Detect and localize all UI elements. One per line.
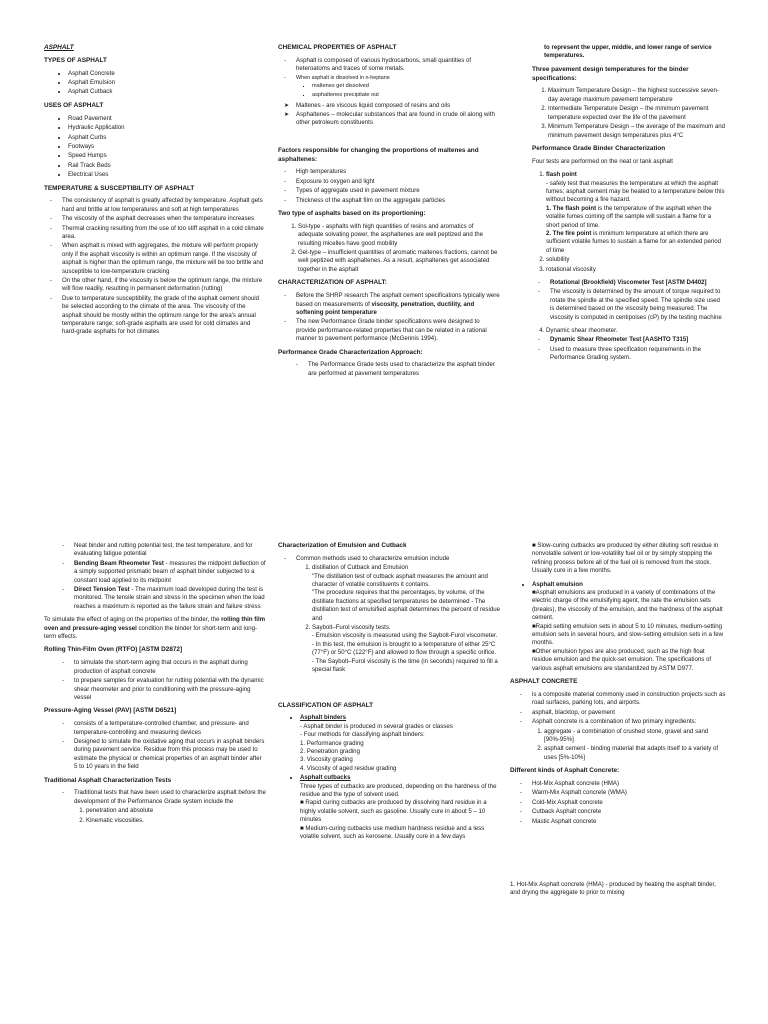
- list-item: 2. asphalt cement - binding material that adapts itself to a variety of uses [5%-10%]: [544, 745, 726, 762]
- list-item: - Hot-Mix Asphalt concrete (HMA): [532, 780, 726, 788]
- list-item: - The viscosity is determined by the amount of torque required to rotate the spindle at the specified speed. The spindle size used is determined based on the viscosity being measured. The viscosity is computed in centipoises (cP) by the testing machine: [550, 288, 726, 322]
- chemical-arrow-list: [278, 102, 500, 128]
- two-types-heading: Two type of asphalts based on its proportioning:: [278, 210, 426, 218]
- column-2: [278, 44, 500, 383]
- bending-list: [44, 542, 266, 611]
- list-item: • Hydraulic Application: [68, 124, 266, 132]
- list-item: [546, 171, 726, 255]
- shrp-text: Before the SHRP research The asphalt cement specifications typically were based on measurements of: [296, 292, 500, 308]
- list-item: • Footways: [68, 143, 266, 151]
- list-item: • Asphalt Curbs: [68, 134, 266, 142]
- list-item: - Asphalt is composed of various hydrocarbons, small quantities of heteroatoms and traces of some metals.: [296, 57, 500, 74]
- temperature-list: [44, 197, 266, 337]
- fire-point-sub: 2. The fire point: [546, 229, 592, 237]
- list-item: 3. Minimum Temperature Design – the average of the maximum and minimum pavement design temperatures plus 4°C: [548, 123, 726, 140]
- slow-curing-text: ■ Slow-curing cutbacks are produced by either diluting soft residue in nonvolatile solvent or low-volatility fuel oil or by simply stopping the refining process before all of the fuel oil is removed from the stock. Usually cure in a few months.: [532, 542, 719, 575]
- simulate-text: To simulate the effect of aging on the properties of the binder, the rolling thin film oven and pressure-aging vessel condition the binder for short-term and long-term effects.: [44, 616, 266, 641]
- four-tests-text: Four tests are performed on the neat or tank asphalt: [532, 157, 673, 165]
- continuation-text: to represent the upper, middle, and lower range of service temperatures.: [544, 44, 712, 60]
- temperature-heading: TEMPERATURE & SUSCEPTIBILITY OF ASPHALT: [44, 184, 195, 192]
- list-item: - Thickness of the asphalt film on the aggregate particles: [296, 197, 500, 205]
- doc-title: ASPHALT: [44, 44, 74, 51]
- chemical-sublist: [278, 83, 500, 99]
- list-item: - The consistency of asphalt is greatly affected by temperature. Asphalt gets hard and brittle at low temperatures and soft at high temperatures: [62, 197, 266, 214]
- list-item: • Road Pavement: [68, 115, 266, 123]
- fire-point-sub-text: is minimum temperature at which there are sufficient volatile fumes to sustain a flame for an extended period of time: [546, 229, 722, 254]
- kinds-heading: Different kinds of Asphalt Concrete:: [510, 767, 620, 775]
- column-3: [532, 44, 726, 368]
- list-item: - Used to measure three specification requirements in the Performance Grading system.: [550, 346, 726, 363]
- column-1: [44, 44, 266, 342]
- list-item: ▪ asphaltenes precipitate out: [312, 92, 500, 100]
- list-item: - to simulate the short-term aging that occurs in the asphalt during production of asphalt concrete: [74, 659, 266, 676]
- emulsion-list: [510, 581, 726, 673]
- list-item: ▪ maltenes get dissolved: [312, 83, 500, 91]
- column-4: [44, 542, 266, 830]
- spacer: [278, 133, 500, 147]
- factors-heading: Factors responsible for changing the proportions of maltenes and asphaltenes:: [278, 146, 479, 163]
- list-item: - High temperatures: [296, 168, 500, 176]
- list-item: - Neat binder and rutting potential test, the test temperature, and for evaluating fatigue potential: [74, 542, 266, 559]
- list-item: - Cold-Mix Asphalt concrete: [532, 799, 726, 807]
- list-item: ➤ Asphaltenes – molecular substances that are found in crude oil along with other petroleum constituents: [296, 111, 500, 128]
- pg-approach-heading: Performance Grade Characterization Approach:: [278, 348, 423, 356]
- uses-heading: USES OF ASPHALT: [44, 101, 104, 109]
- list-item: - Common methods used to characterize emulsion include: [296, 555, 500, 563]
- list-item: - On the other hand, if the viscosity is below the optimum range, the mixture will flow readily, resulting in permanent deformation (rutting): [62, 277, 266, 294]
- list-item: - Types of aggregate used in pavement mixture: [296, 187, 500, 195]
- list-item: • Asphalt Cutback: [68, 88, 266, 96]
- list-item: 1. Maximum Temperature Design – the highest successive seven-day average maximum pavement temperature: [548, 87, 726, 104]
- pav-heading: Pressure-Aging Vessel (PAV) [ASTM D6521]: [44, 707, 177, 715]
- list-item: 2. Gel-type – insufficient quantities of aromatic maltenes fractions, cannot be well peptized with asphaltenes. As a result, asphaltenes get associated together in the asphalt: [298, 249, 500, 274]
- three-temps-heading: Three pavement design temperatures for the binder specifications:: [532, 65, 689, 82]
- list-item: [296, 292, 500, 317]
- list-item: 3. rotational viscosity: [546, 266, 726, 274]
- list-item: • Rail Track Beds: [68, 162, 266, 170]
- list-item: 1. Sol-type - asphalts with high quantities of resins and aromatics of adequate solvating power, the asphaltenes are well peptized and the resulting micelles have good mobility: [298, 223, 500, 248]
- ingredients-list: [510, 728, 726, 763]
- dsr-sublist: [532, 336, 726, 362]
- kinds-list: [510, 780, 726, 826]
- types-heading: TYPES OF ASPHALT: [44, 56, 107, 64]
- spacer: [510, 831, 726, 881]
- traditional-sublist: [44, 807, 266, 825]
- list-item: 1. distillation of Cutback and Emulsion "The distillation test of cutback asphalt measures the amount and character of volatile constituents it contains. "The procedure requires that the percentages, by volume, of the distillate fractions at specified temperatures be determined - The distillation test of emulsified asphalt determines the percent of residue and: [312, 564, 500, 623]
- list-item: - is a composite material commonly used in construction projects such as road surfaces, parking lots, and airports.: [532, 691, 726, 708]
- list-item: - Bending Beam Rheometer Test - measures the midpoint deflection of a simply supported prismatic beam of asphalt binder subjected to a constant load applied to its midpoint: [74, 560, 266, 585]
- list-item: - Direct Tension Test - The maximum load developed during the test is monitored. The tensile strain and stress in the specimen when the load reaches a maximum is reported as the failure strain and failure stress: [74, 586, 266, 611]
- asphalt-concrete-list: [510, 691, 726, 727]
- characterization-list: [278, 292, 500, 343]
- list-item: - The Performance Grade tests used to characterize the asphalt binder are performed at pavement temperatures: [308, 361, 500, 378]
- list-item: 2. solubility: [546, 256, 726, 264]
- list-item: 4. Dynamic shear rheometer.: [546, 327, 726, 335]
- list-item: - Cutback Asphalt concrete: [532, 808, 726, 816]
- types-list: [44, 70, 266, 97]
- pgb-heading: Performance Grade Binder Characterization: [532, 144, 666, 152]
- list-item: - asphalt, blacktop, or pavement: [532, 709, 726, 717]
- list-item: 1. penetration and absolute: [86, 807, 266, 815]
- asphalt-concrete-heading: ASPHALT CONCRETE: [510, 678, 578, 686]
- list-item: • Asphalt emulsion ■Asphalt emulsions are produced in a variety of combinations of the electric charge of the emulsifying agent, the rate the emulsion sets (breaks), the viscosity of the emulsion, and the hardness of the asphalt cement. ■Rapid setting emulsion sets in about 5 to 10 minutes, medium-setting emulsion sets in several hours, and slow-setting emulsion sets in a few months. ■Other emulsion types are also produced, such as the high float residue emulsion and the quick-set emulsion. The specifications of various asphalt emulsions are standardized by ASTM D977.: [532, 581, 726, 673]
- list-item: • Asphalt Concrete: [68, 70, 266, 78]
- pav-list: [44, 720, 266, 771]
- list-item: - Thermal cracking resulting from the use of too stiff asphalt in a cold climate area.: [62, 225, 266, 242]
- list-item: - to prepare samples for evaluation for rutting potential with the dynamic shear rheometer and prior to conditioning with the pressure-aging vessel: [74, 677, 266, 702]
- list-item: 2. Saybolt–Furol viscosity tests. - Emulsion viscosity is measured using the Saybolt-Furol viscometer. - In this test, the emulsion is brought to a temperature of either 25°C (77°F) or 50°C (122°F) and allowed to flow through a specific orifice. - The Saybolt–Furol viscosity is the time (in seconds) required to fill a special flask: [312, 624, 500, 674]
- list-item: • Speed Humps: [68, 152, 266, 160]
- common-methods-list: [278, 555, 500, 563]
- four-tests-list: [532, 171, 726, 274]
- column-5: [278, 542, 500, 846]
- list-item: • Asphalt Emulsion: [68, 79, 266, 87]
- characterization-heading: CHARACTERIZATION OF ASPHALT:: [278, 279, 387, 287]
- list-item: ➤ Maltenes - are viscous liquid composed of resins and oils: [296, 102, 500, 110]
- dsr-list: [532, 327, 726, 335]
- list-item: • Electrical Uses: [68, 171, 266, 179]
- flash-point-title: flash point: [546, 171, 577, 179]
- rotational-list: [532, 279, 726, 322]
- list-item: - Warm-Mix Asphalt concrete (WMA): [532, 789, 726, 797]
- rtfo-heading: Rolling Thin-Film Oven (RTFO) [ASTM D2872]: [44, 646, 183, 654]
- chemical-heading: CHEMICAL PROPERTIES OF ASPHALT: [278, 44, 397, 51]
- list-item: 1. aggregate - a combination of crushed stone, gravel and sand [90%-95%]: [544, 728, 726, 745]
- list-item: - The viscosity of the asphalt decreases when the temperature increases: [62, 215, 266, 223]
- traditional-list: [44, 789, 266, 806]
- list-item: - Traditional tests that have been used to characterize asphalt before the development of the Performance Grade system include the: [74, 789, 266, 806]
- factors-list: [278, 168, 500, 205]
- list-item: 2. Kinematic viscosities.: [86, 817, 266, 825]
- list-item: - The new Performance Grade binder specifications were designed to provide performance-related properties that can be related in a rational manner to pavement performance (McGennis 1994).: [296, 318, 500, 343]
- list-item: - Due to temperature susceptibility, the grade of the asphalt cement should be selected according to the climate of the area. The viscosity of the asphalt should be mostly within the optimum range for the area's annual temperature range; soft-grade asphalts are used for cold climates and hard-grade asphalts for hot climates: [62, 295, 266, 337]
- two-types-list: [278, 223, 500, 274]
- rtfo-list: [44, 659, 266, 702]
- list-item: - Rotational (Brookfield) Viscometer Test [ASTM D4402]: [550, 279, 726, 287]
- list-item: 2. Intermediate Temperature Design – the minimum pavement temperature expected over the life of the pavement: [548, 105, 726, 122]
- classification-heading: CLASSIFICATION OF ASPHALT: [278, 701, 374, 709]
- list-item: - Mastic Asphalt concrete: [532, 818, 726, 826]
- traditional-heading: Traditional Asphalt Characterization Tests: [44, 776, 172, 784]
- flash-point-sub: 1. The flash point: [546, 204, 597, 212]
- spacer: [278, 680, 500, 702]
- list-item: - When asphalt is mixed with aggregates, the mixture will perform properly only if the asphalt viscosity is within an optimum range. If the viscosity of asphalt is higher than the optimum range, the mixture will be too brittle and susceptible to low-temperature cracking: [62, 242, 266, 276]
- uses-list: [44, 115, 266, 180]
- classification-list: [278, 714, 500, 841]
- shrp-bold: viscosity, penetration, ductility, and softening point temperature: [296, 300, 475, 316]
- list-item: - Dynamic Shear Rheometer Test [AASHTO T315]: [550, 336, 726, 344]
- emulsion-char-heading: Characterization of Emulsion and Cutback: [278, 542, 407, 549]
- list-item: - Asphalt concrete is a combination of two primary ingredients:: [532, 718, 726, 726]
- column-6: [510, 542, 726, 903]
- chemical-list: [278, 57, 500, 82]
- hma-text: 1. Hot-Mix Asphalt concrete (HMA) - produced by heating the asphalt binder, and drying the aggregate to prior to mixing: [510, 881, 716, 897]
- list-item: - Exposure to oxygen and light: [296, 178, 500, 186]
- flash-point-desc: - safety test that measures the temperature at which the asphalt fumes; asphalt cement may be heated to a temperature below this without becoming a fire hazard.: [546, 179, 725, 204]
- list-item: • Asphalt cutbacks Three types of cutbacks are produced, depending on the hardness of the residue and the type of solvent used. ■ Rapid curing cutbacks are produced by dissolving hard residue in a highly volatile solvent, such as gasoline. Usually cure in about 5 – 10 minutes ■ Medium-curing cutbacks use medium hardness residue and a less volatile solvent, such as kerosene. Usually cure in a few days: [300, 774, 500, 841]
- three-temps-list: [532, 87, 726, 139]
- list-item: - Designed to simulate the oxidative aging that occurs in asphalt binders during pavement service. Residue from this process may be used to estimate the physical or chemical properties of an asphalt binder after 5 to 10 years in the field: [74, 738, 266, 772]
- methods-list: [278, 564, 500, 674]
- list-item: - consists of a temperature-controlled chamber, and pressure- and temperature-controlling and measuring devices: [74, 720, 266, 737]
- pg-approach-list: [278, 361, 500, 378]
- list-item: • Asphalt binders - Asphalt binder is produced in several grades or classes - Four methods for classifying asphalt binders: 1. Performance grading 2. Penetration grading 3. Viscosity grading 4. Viscosity of aged residue grading: [300, 714, 500, 773]
- list-item: - When asphalt is dissolved in n-heptane: [296, 75, 500, 82]
- flash-point-sub-text: is the temperature of the asphalt when the volatile fumes coming off the sample will sustain a flame for a short period of time.: [546, 204, 712, 229]
